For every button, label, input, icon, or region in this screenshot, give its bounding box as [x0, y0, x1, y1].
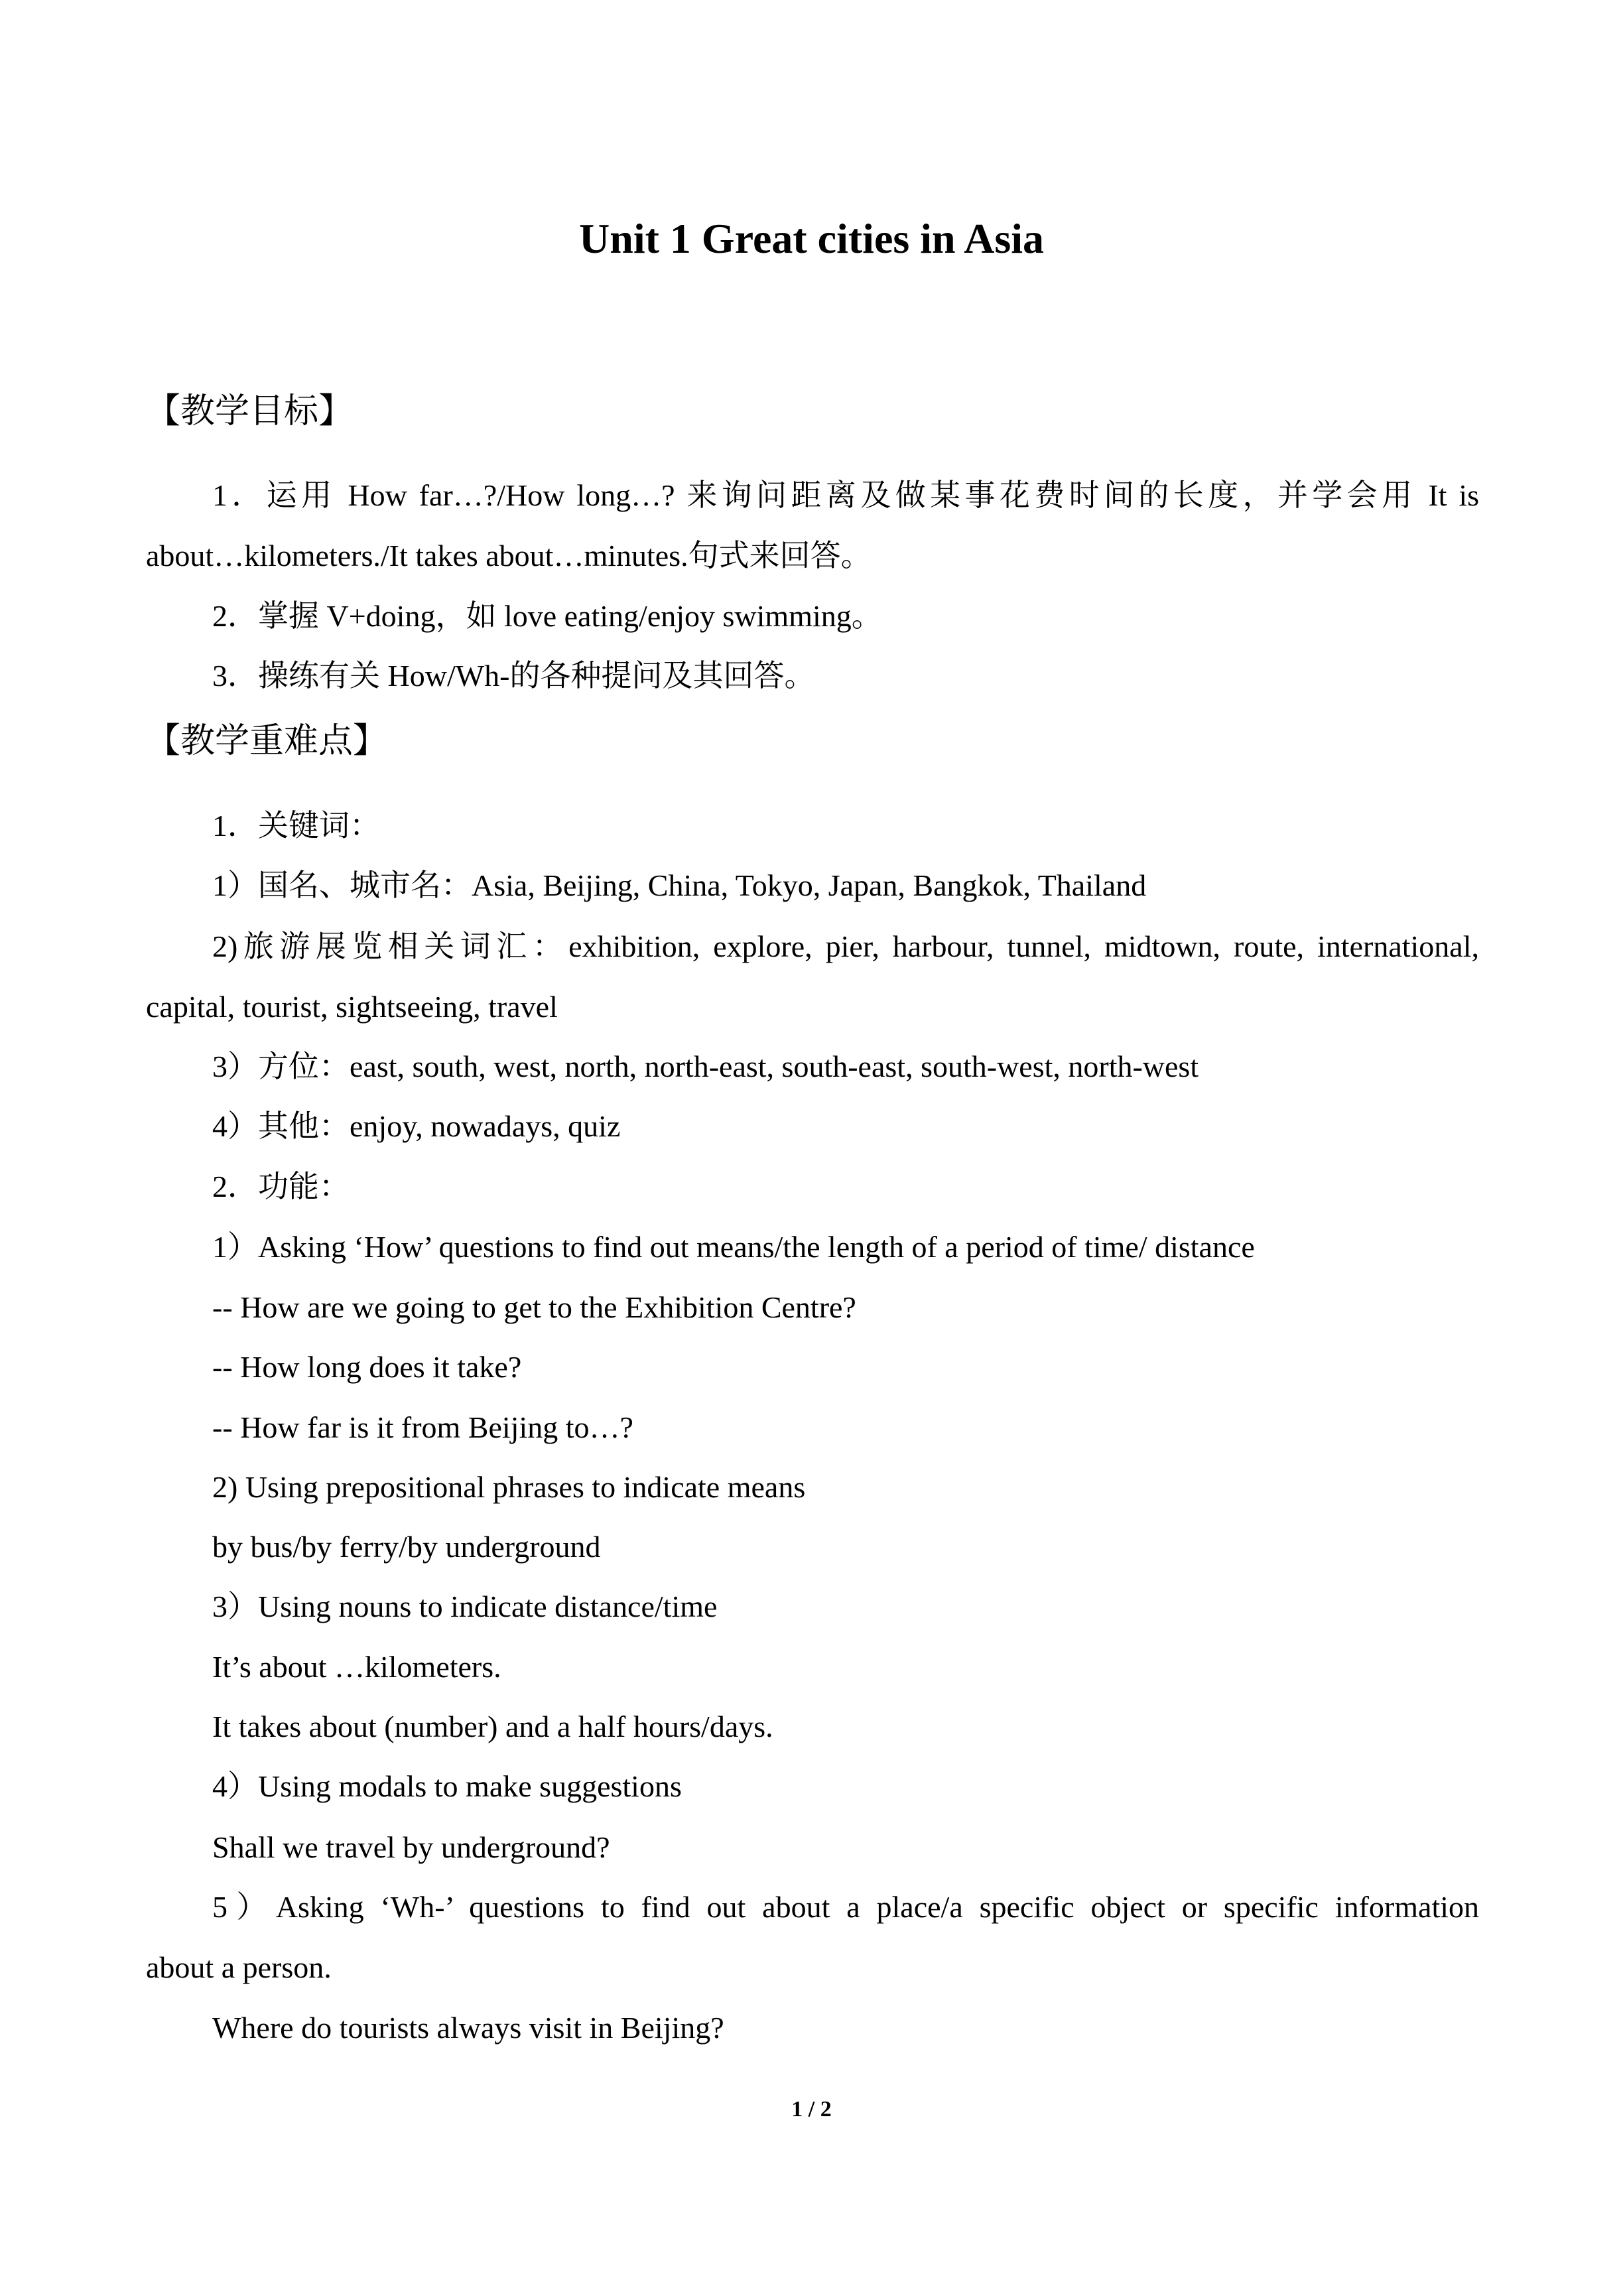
function-3-example-2: It takes about (number) and a half hours/days. [212, 1710, 773, 1743]
function-5-continuation: about a person. [146, 1950, 332, 1984]
goal-item-1: 1．运用 How far…?/How long…? 来询问距离及做某事花费时间的长度，并学会用 It is [212, 478, 1479, 512]
function-1-example-2: -- How long does it take? [212, 1350, 522, 1384]
page-number: 1 / 2 [791, 2097, 832, 2122]
function-1: 1）Asking ‘How’ questions to find out means/the length of a period of time/ distance [212, 1230, 1255, 1264]
function-2: 2) Using prepositional phrases to indicate means [212, 1470, 806, 1504]
function-5-example-1: Where do tourists always visit in Beijing? [212, 2011, 724, 2045]
section-heading-key-points: 【教学重难点】 [146, 721, 388, 761]
function-4-example-1: Shall we travel by underground? [212, 1830, 610, 1864]
function-3: 3）Using nouns to indicate distance/time [212, 1589, 718, 1623]
keyword-others: 4）其他：enjoy, nowadays, quiz [212, 1109, 621, 1143]
function-4: 4）Using modals to make suggestions [212, 1769, 682, 1803]
keyword-travel-vocab: 2)旅游展览相关词汇：exhibition, explore, pier, harbour, tunnel, midtown, route, international, [212, 929, 1479, 963]
keyword-directions: 3）方位：east, south, west, north, north-east, south-east, south-west, north-west [212, 1049, 1199, 1083]
function-3-example-1: It’s about …kilometers. [212, 1650, 501, 1684]
keyword-countries-cities: 1）国名、城市名：Asia, Beijing, China, Tokyo, Japan, Bangkok, Thailand [212, 868, 1147, 902]
keywords-label: 1．关键词： [212, 809, 380, 843]
keyword-travel-vocab-continuation: capital, tourist, sightseeing, travel [146, 990, 558, 1024]
function-5: 5）Asking ‘Wh-’ questions to find out about a place/a specific object or specific information [212, 1890, 1479, 1924]
function-2-example-1: by bus/by ferry/by underground [212, 1530, 601, 1564]
section-heading-teaching-goals: 【教学目标】 [146, 391, 354, 431]
function-1-example-1: -- How are we going to get to the Exhibition Centre? [212, 1290, 856, 1324]
goal-item-3: 3．操练有关 How/Wh-的各种提问及其回答。 [212, 659, 815, 693]
function-label: 2．功能： [212, 1170, 350, 1203]
function-1-example-3: -- How far is it from Beijing to…? [212, 1410, 633, 1444]
page-title: Unit 1 Great cities in Asia [579, 215, 1044, 262]
goal-item-2: 2．掌握 V+doing，如 love eating/enjoy swimming。 [212, 599, 882, 633]
goal-item-1-continuation: about…kilometers./It takes about…minutes.句式来回答。 [146, 539, 872, 573]
